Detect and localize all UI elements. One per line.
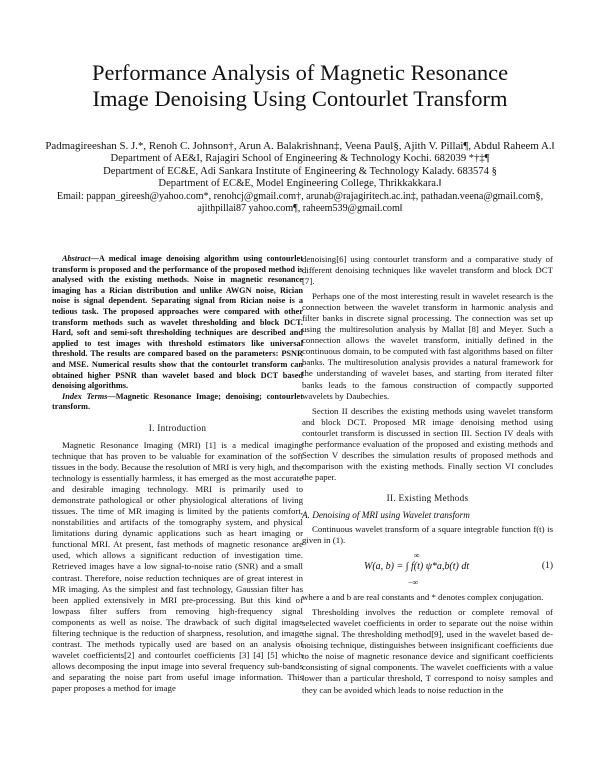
left-column — [52, 254, 303, 694]
index-terms-label: Index Terms — [62, 391, 108, 401]
index-terms — [52, 392, 303, 413]
section-heading-existing-methods: II. Existing Methods — [386, 492, 469, 503]
abstract-text: A medical image denoising algorithm using contourlet transform is proposed and the performance of the proposed method is analysed with the existing methods. Noise in magnetic resonance imaging has a Rician distribution and unlike AWGN noise, Rician noise is signal dependent. Separating signal from Rician noise is a tedious task. The proposed approaches were compared with other transform methods such as wavelet thresholding and block DCT. Hard, soft and semi-soft thresholding techniques are described and applied to test images with threshold estimators like universal threshold. The results are compared based on the parameters: PSNR and MSE. Numerical results show that the contourlet transform can obtained higher PSNR than wavelet based and block DCT based denoising algorithms. — [52, 254, 303, 391]
intro-paragraph-3: Section II describes the existing methods using wavelet transform and block DCT. Proposed MR image denoising method using contourlet transform is discussed in section III. Section IV deals with the performance evaluation of the proposed and existing methods and Section V describes the simulation results of proposed methods and comparison with the existing methods. Finally section VI concludes the paper. — [302, 405, 553, 482]
equation-1 — [302, 550, 553, 588]
paper-title — [40, 60, 560, 112]
intro-paragraph-2: Perhaps one of the most interesting result in wavelet research is the connection between the wavelet transform in harmonic analysis and filter banks in discrete signal processing. The connection was set up using the multiresolution analysis by Mallat [8] and Meyer. Such a connection allows the wavelet transform, initially defined in the continuous domain, to be computed with fast algorithms based on filter banks. The multiresolution analysis provides a natural framework for the understanding of wavelet bases, and starting from iterated filter banks leads to the famous construction of compactly supported wavelets by Daubechies. — [302, 291, 553, 401]
integral-lower-limit: −∞ — [408, 578, 419, 588]
index-terms-text: —Magnetic Resonance Image; denoising; contourlet transform. — [52, 391, 304, 412]
subsection-heading-wavelet: A. Denoising of MRI using Wavelet transform — [302, 509, 470, 520]
right-column — [302, 254, 553, 696]
equation-text: W(a, b) = ∫ f(t) ψ*a,b(t) dt — [364, 561, 470, 573]
abstract — [52, 254, 303, 392]
integral-upper-limit: ∞ — [414, 551, 420, 561]
title-line-1: Performance Analysis of Magnetic Resonance — [91, 60, 509, 85]
intro-paragraph-1-continued: denoising[6] using contourlet transform and a comparative study of different denoising techniques like wavelet transform and block DCT [7]. — [302, 254, 553, 287]
equation-number: (1) — [541, 561, 553, 572]
section-heading-introduction: I. Introduction — [148, 422, 207, 433]
intro-paragraph-1: Magnetic Resonance Imaging (MRI) [1] is a medical imaging technique that has proven to be valuable for examination of the soft tissues in the body. Because the resolution of MRI is very high, and the technology is essentially harmless, it has emerged as the most accurate and desirable imaging technology. MRI is primarily used to demonstrate pathological or other physiological alterations of living tissues. The time of MR imaging is limited by the patients comfort, nonstabilities and artifacts of the tomography system, and physical limitations during dynamic applications such as heart imaging or functional MRI. At present, fast methods of magnetic resonance are used, which allows a significant reduction of investigation time. Retrieved images have a low signal-to-noise ratio (SNR) and a small contrast. Therefore, noise reduction techniques are of great interest in MR imaging. As the simplest and fast technology, Gaussian filter has been applied extensively in MRI pre-processing. But this kind of lowpass filter suffers from removing high-frequency signal components as well as noise. The drawback of such digital image filtering technique is the reduction of sharpness, resolution, and image contrast. The methods typically used are based on an analysis of wavelet coefficients[2] and contourlet coefficients [3] [4] [5] which allows decomposing the input image into several frequency sub-bands and separating the noise part from useful image information. This paper proposes a method for image — [52, 439, 303, 693]
author-names: Padmagireeshan S. J.*, Renoh C. Johnson†, Arun A. Balakrishnan‡, Veena Paul§, Ajith V. Pillai¶, Abdul Raheem A.‖ — [45, 140, 555, 152]
affiliation-2: Department of EC&E, Adi Sankara Institute of Engineering & Technology Kalady. 683574 § — [103, 165, 497, 177]
wavelet-paragraph-3: Thresholding involves the reduction or complete removal of selected wavelet coefficients in order to separate out the noise within the signal. The thresholding method[9], used in the wavelet based de-noising technique, distinguishes between insignificant coefficients due to the noise of magnetic resonance device and significant coefficients consisting of signal components. The wavelet coefficients with a value lower than a particular threshold, T correspond to noisy samples and they can be avoided which leads to noise reduction in the — [302, 607, 553, 695]
author-block — [20, 140, 580, 215]
title-line-2: Image Denoising Using Contourlet Transform — [92, 86, 508, 111]
email-line-1: Email: pappan_gireesh@yahoo.com*, renohcj@gmail.com†, arunab@rajagiritech.ac.in‡, pathadan.veena@gmail.com§, — [56, 190, 544, 202]
email-line-2: ajithpillai87 yahoo.com¶, raheem539@gmail.com‖ — [197, 203, 403, 215]
abstract-label: Abstract— — [62, 254, 99, 263]
affiliation-3: Department of EC&E, Model Engineering College, Thrikkakkara.‖ — [158, 178, 442, 190]
wavelet-paragraph-2: where a and b are real constants and * denotes complex conjugation. — [302, 592, 544, 603]
affiliation-1: Department of AE&I, Rajagiri School of Engineering & Technology Kochi. 682039 *†‡¶ — [110, 153, 490, 165]
wavelet-paragraph-1: Continuous wavelet transform of a square integrable function f(t) is given in (1). — [302, 524, 553, 546]
